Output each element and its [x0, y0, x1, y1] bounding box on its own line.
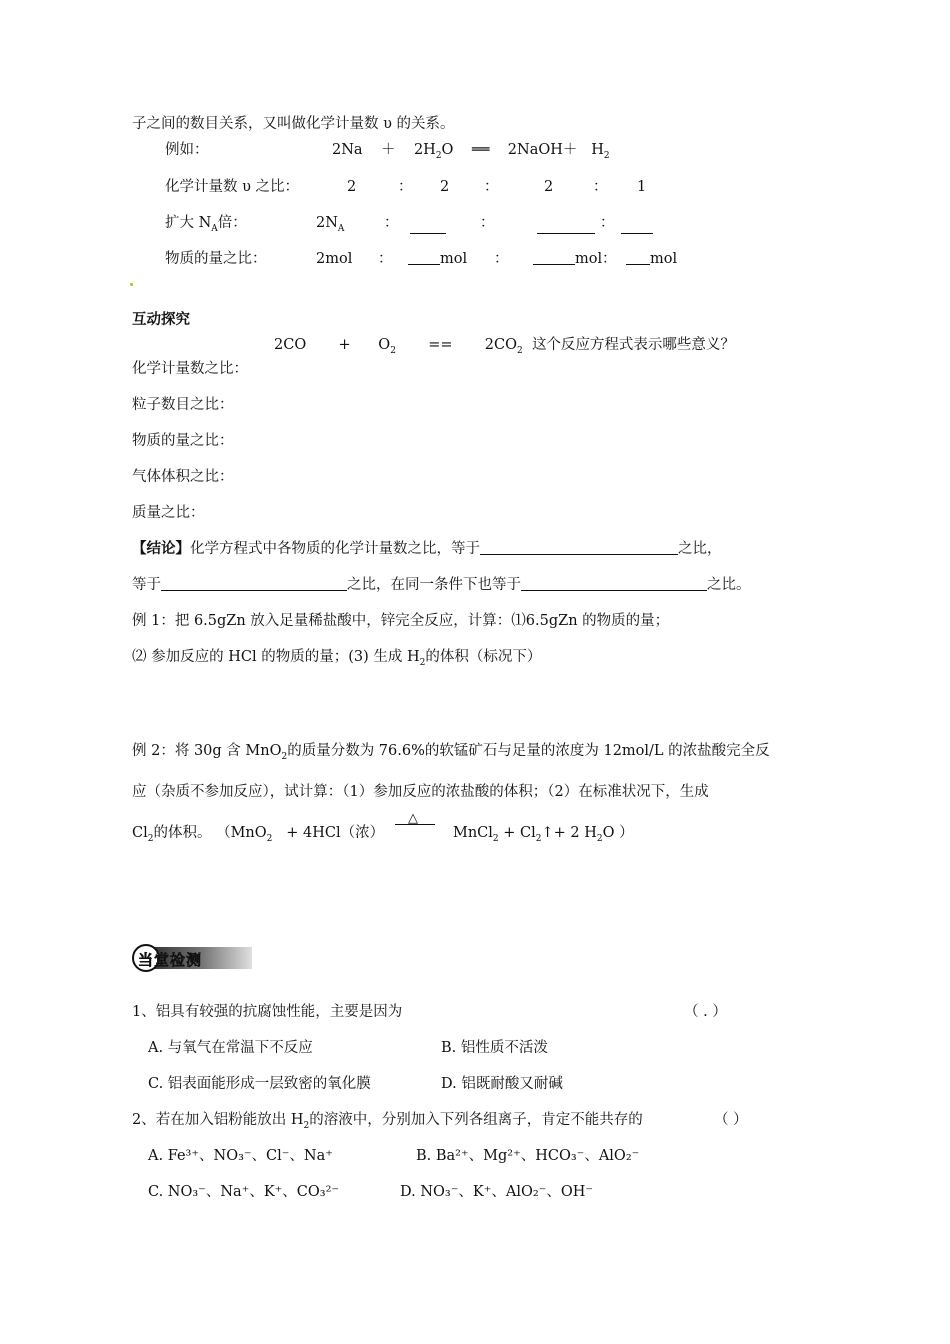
- example2-line-2: 应（杂质不参加反应），试计算：（1）参加反应的浓盐酸的体积；（2）在标准状况下，生成: [132, 784, 709, 800]
- explore-item: 物质的量之比：: [132, 433, 234, 449]
- section-title: 当堂检测: [138, 951, 203, 969]
- ratio-label: 化学计量数 υ 之比：: [165, 179, 300, 195]
- section-banner: [132, 944, 252, 970]
- conclusion-line-2: 等于 之比，在同一条件下也等于 之比。: [132, 577, 751, 593]
- heat-arrow: △: [395, 815, 435, 831]
- na-blank-3[interactable]: [621, 217, 653, 236]
- mol-colon-3: ：: [602, 251, 617, 267]
- na-blank-1[interactable]: [410, 217, 446, 236]
- example2-line-3: $Cl_2$的体积。 （MnO$_2$ + 4HCl（浓）: [132, 825, 385, 844]
- conclusion-line-1: 【结论】化学方程式中各物质的化学计量数之比，等于 之比，: [132, 541, 722, 557]
- ratio-value-4: 1: [637, 179, 647, 195]
- q2-option-d[interactable]: D. NO₃⁻、K⁺、AlO₂⁻、OH⁻: [400, 1184, 594, 1200]
- example-equation: 2Na ＋ $2H_2O$ ══ 2NaOH＋ $H_2$: [332, 142, 610, 161]
- example2-products: MnCl$_2$ + $Cl_2↑+ 2$ $H_2O$ ）: [453, 825, 634, 844]
- question-1: 1、铝具有较强的抗腐蚀性能，主要是因为: [132, 1004, 403, 1020]
- na-blank-2[interactable]: [537, 217, 595, 236]
- q1-option-a[interactable]: A. 与氧气在常温下不反应: [148, 1040, 313, 1056]
- ratio-colon-3: ：: [593, 179, 608, 195]
- speck-mark: [130, 283, 133, 286]
- question-2-answer[interactable]: （ ）: [714, 1112, 748, 1128]
- explore-item: 粒子数目之比：: [132, 397, 234, 413]
- q2-option-c[interactable]: C. NO₃⁻、Na⁺、K⁺、CO₃²⁻: [148, 1184, 340, 1200]
- example1-line-1: 例 1：把 6.5gZn 放入足量稀盐酸中，锌完全反应，计算：⑴6.5gZn 的物质的量；: [132, 613, 670, 629]
- explore-item: 化学计量数之比：: [132, 361, 248, 377]
- intro-line: 子之间的数目关系，又叫做化学计量数 υ 的关系。: [132, 116, 455, 132]
- q2-option-b[interactable]: B. Ba²⁺、Mg²⁺、HCO₃⁻、AlO₂⁻: [416, 1148, 640, 1164]
- na-colon-2: ：: [480, 215, 495, 231]
- mol-blank-1[interactable]: mol: [408, 249, 467, 269]
- na-first: $2N_A$: [316, 215, 345, 234]
- mol-blank-3[interactable]: mol: [626, 249, 677, 269]
- example2-line-1: 例 2：将 30g 含 MnO$_2$的质量分数为 76.6%的软锰矿石与足量的浓度为 12mol/L 的浓盐酸完全反: [132, 743, 770, 762]
- ratio-value-1: 2: [347, 179, 357, 195]
- q2-option-a[interactable]: A. Fe³⁺、NO₃⁻、Cl⁻、Na⁺: [148, 1148, 333, 1164]
- mol-colon-2: ：: [494, 251, 509, 267]
- example-label: 例如：: [165, 142, 209, 158]
- example1-line-2: ⑵ 参加反应的 HCl 的物质的量；(3) 生成 $H_2$的体积（标况下）: [132, 649, 542, 668]
- q1-option-d[interactable]: D. 铝既耐酸又耐碱: [441, 1076, 563, 1092]
- na-colon-3: ：: [600, 215, 615, 231]
- na-label: 扩大 $N_A$倍：: [165, 215, 247, 234]
- explore-heading: 互动探究: [132, 312, 190, 328]
- question-2: 2、若在加入铝粉能放出 $H_2$的溶液中，分别加入下列各组离子，肯定不能共存的: [132, 1112, 643, 1131]
- ratio-colon-1: ：: [398, 179, 413, 195]
- explore-item: 气体体积之比：: [132, 469, 234, 485]
- ratio-value-2: 2: [440, 179, 450, 195]
- explore-item: 质量之比：: [132, 505, 205, 521]
- mol-first: 2mol: [316, 251, 353, 267]
- ratio-colon-2: ：: [484, 179, 499, 195]
- ratio-value-3: 2: [544, 179, 554, 195]
- q1-option-c[interactable]: C. 铝表面能形成一层致密的氧化膜: [148, 1076, 371, 1092]
- q1-option-b[interactable]: B. 铝性质不活泼: [441, 1040, 548, 1056]
- mol-colon-1: ：: [378, 251, 393, 267]
- question-1-answer[interactable]: （ . ）: [684, 1004, 727, 1020]
- na-colon-1: ：: [384, 215, 399, 231]
- mol-blank-2[interactable]: mol: [533, 249, 602, 269]
- mol-label: 物质的量之比：: [165, 251, 267, 267]
- explore-equation: 2CO + $O_2$ == $2CO_2$ 这个反应方程式表示哪些意义？: [274, 337, 735, 356]
